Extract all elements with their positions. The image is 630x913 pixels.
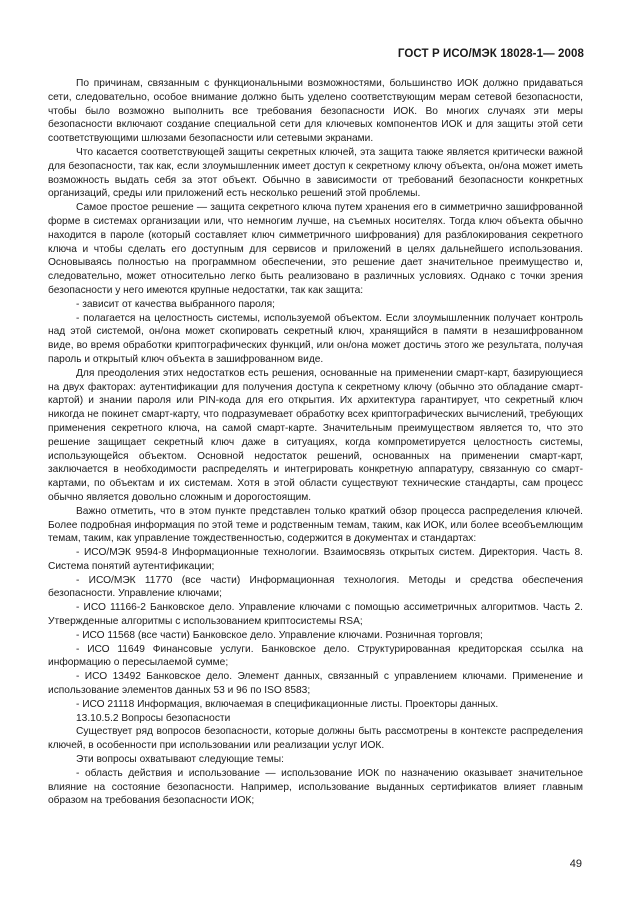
page-number: 49	[569, 858, 582, 870]
paragraph: Что касается соответствующей защиты секретных ключей, эта защита также является критически важной для безопасности, так как, если злоумышленник имеет доступ к секретному ключу объекта, он/она может иметь возможность выдать себя за этот объект. Обычно в зависимости от требований безопасности конкретных организаций, среды или приложений есть несколько решений этой проблемы.	[48, 146, 583, 200]
document-body	[48, 77, 583, 808]
paragraph: Важно отметить, что в этом пункте представлен только краткий обзор процесса распределения ключей. Более подробная информация по этой теме и родственным темам, таким, как ИОК, или более всеобъемлющим темам, таким, как управление тождественностью, содержится в документах и стандартах:	[48, 505, 583, 545]
list-item: - полагается на целостность системы, используемой объектом. Если злоумышленник получает контроль над этой системой, он/она может скопировать секретный ключ, хранящийся в памяти в незашифрованном виде, во время обработки криптографических функций, или он/она может достичь этого же результата, получая пароль и открытый ключ объекта в зашифрованном виде.	[48, 312, 583, 365]
paragraph: Существует ряд вопросов безопасности, которые должны быть рассмотрены в контексте распределения ключей, в особенности при использовании или реализации услуг ИОК.	[48, 726, 583, 752]
paragraph: Эти вопросы охватывают следующие темы:	[76, 754, 284, 766]
document-header: ГОСТ Р ИСО/МЭК 18028-1— 2008	[397, 48, 584, 60]
paragraph: По причинам, связанным с функциональными возможностями, большинство ИОК должно придаваться сети, следовательно, особое внимание должно быть уделено соответствующим мерам сетевой безопасности, чтобы было возможно выполнить все требования безопасности ИОК. Во многих случаях эти меры безопасности включают создание специальной сети для ключевых компонентов ИОК и для защиты этой сети соответствующими шлюзами безопасности или сетевыми экранами.	[48, 78, 583, 145]
paragraph: Для преодоления этих недостатков есть решения, основанные на применении смарт-карт, базирующиеся на двух факторах: аутентификации для получения доступа к секретному ключу (обычно это обладание смарт-картой) и знании пароля или PIN-кода для его открытия. Их архитектура гарантирует, что секретный ключ никогда не покинет смарт-карту, что подразумевает обработку всех криптографических вычислений, требующих применения секретного ключа, на самой смарт-карте. Значительным преимуществом является то, что это решение защищает секретный ключ даже в ситуациях, когда компрометируется целостность системы, использующейся объектом. Основной недостаток решений, основанных на применении смарт-карт, заключается в необходимости распределять и интегрировать конкретную аппаратуру, связанную со смарт-картами, по объектам и их системам. Хотя в этой области существуют технические стандарты, сам процесс обычно является довольно сложным и дорогостоящим.	[48, 367, 583, 503]
list-item: - ИСО/МЭК 9594-8 Информационные технологии. Взаимосвязь открытых систем. Директория. Часть 8. Система понятий аутентификации;	[48, 547, 583, 572]
list-item: - ИСО 21118 Информация, включаемая в спецификационные листы. Проекторы данных.	[76, 698, 499, 710]
paragraph: Самое простое решение — защита секретного ключа путем хранения его в симметрично зашифрованной форме в системах организации или, что немногим лучше, на съемных носителях. Тогда ключ объекта обычно находится в пароле (который составляет ключ симметричного шифрования) для разблокирования секретного ключа и чтобы сделать его доступным для сервисов и приложений в целях дальнейшего использования. Основываясь полностью на программном обеспечении, это решение дает значительное преимущество и, следовательно, может относительно легко быть реализовано в различных условиях. Однако с точки зрения безопасности у него имеются крупные недостатки, так как защита:	[48, 202, 583, 296]
list-item: - ИСО 11166-2 Банковское дело. Управление ключами с помощью ассиметричных алгоритмов. Часть 2. Утвержденные алгоритмы с использованием криптосистемы RSA;	[48, 602, 583, 628]
list-item: - область действия и использование — использование ИОК по назначению оказывает значительное влияние на состояние безопасности. Например, использование выданных сертификатов влияет главным образом на требования безопасности ИОК;	[48, 767, 583, 807]
list-item: - ИСО 11568 (все части) Банковское дело. Управление ключами. Розничная торговля;	[76, 629, 483, 641]
section-heading: 13.10.5.2 Вопросы безопасности	[76, 712, 231, 724]
list-item: - ИСО 13492 Банковское дело. Элемент данных, связанный с управлением ключами. Применение и использование элементов данных 53 и 96 по ISO 8583;	[48, 671, 583, 697]
list-item: - ИСО 11649 Финансовые услуги. Банковское дело. Структурированная кредиторская ссылка на информацию о пересылаемой сумме;	[48, 643, 583, 669]
list-item: - ИСО/МЭК 11770 (все части) Информационная технология. Методы и средства обеспечения безопасности. Управление ключами;	[48, 574, 583, 600]
list-item: - зависит от качества выбранного пароля;	[76, 298, 275, 310]
